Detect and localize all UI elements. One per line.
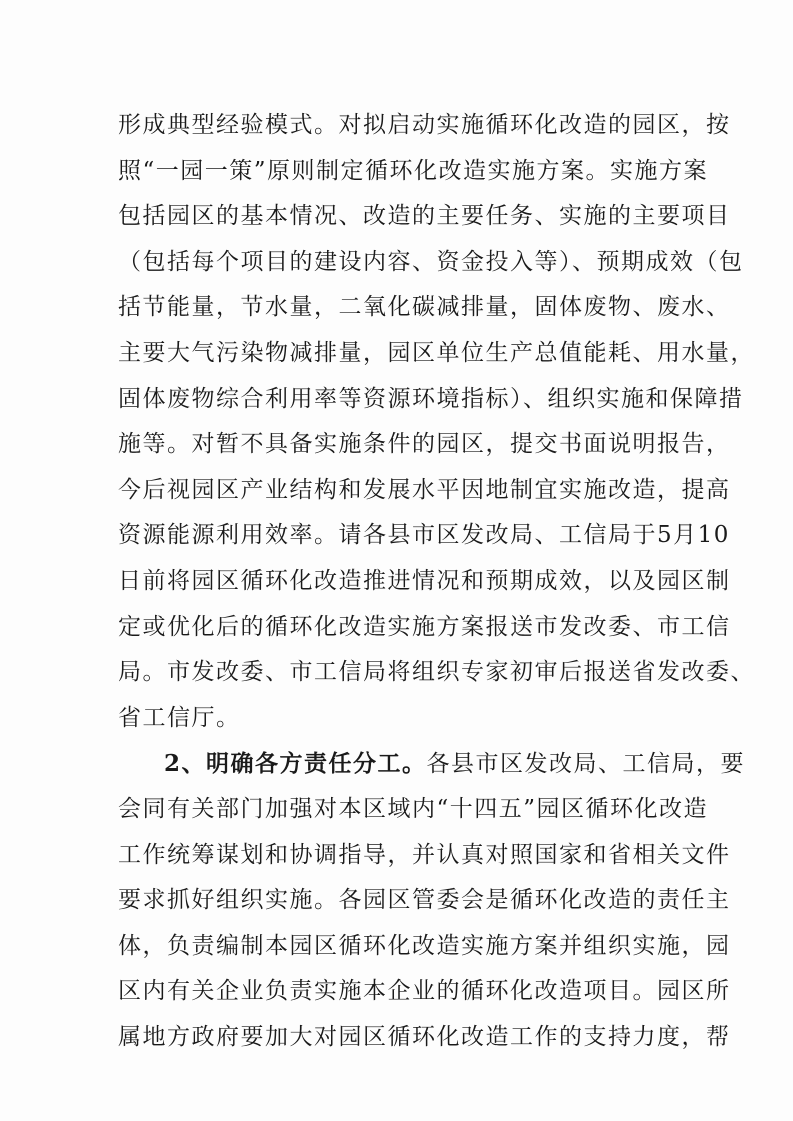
body-line: 定或优化后的循环化改造实施方案报送市发改委、市工信	[118, 613, 731, 640]
body-line: 要求抓好组织实施。各园区管委会是循环化改造的责任主	[118, 887, 731, 914]
section-heading: 2、明确各方责任分工。	[164, 750, 427, 778]
body-line: 照“一园一策”原则制定循环化改造实施方案。实施方案	[118, 157, 709, 184]
body-line: 形成典型经验模式。对拟启动实施循环化改造的园区，按	[118, 112, 731, 138]
body-line: 括节能量，节水量，二氧化碳减排量，固体废物、废水、	[118, 294, 731, 321]
body-line: （包括每个项目的建设内容、资金投入等）、预期成效（包	[118, 248, 744, 275]
body-line: 包括园区的基本情况、改造的主要任务、实施的主要项目	[118, 203, 731, 230]
body-line: 施等。对暂不具备实施条件的园区，提交书面说明报告，	[118, 431, 731, 458]
body-line: 属地方政府要加大对园区循环化改造工作的支持力度，帮	[118, 1023, 731, 1050]
body-line: 资源能源利用效率。请各县市区发改局、工信局于5月10	[118, 522, 730, 549]
body-line: 固体废物综合利用率等资源环境指标）、组织实施和保障措	[118, 385, 744, 412]
body-line: 工作统筹谋划和协调指导，并认真对照国家和省相关文件	[118, 841, 731, 868]
body-line: 省工信厅。	[118, 704, 241, 731]
body-line: 会同有关部门加强对本区域内“十四五”园区循环化改造	[118, 795, 709, 822]
body-line: 主要大气污染物减排量，园区单位生产总值能耗、用水量，	[118, 339, 755, 366]
body-line: 局。市发改委、市工信局将组织专家初审后报送省发改委、	[118, 659, 755, 686]
paragraph-2-first-line	[118, 741, 746, 787]
body-line: 今后视园区产业结构和发展水平因地制宜实施改造，提高	[118, 476, 731, 503]
body-line: 日前将园区循环化改造推进情况和预期成效，以及园区制	[118, 567, 731, 594]
body-line: 区内有关企业负责实施本企业的循环化改造项目。园区所	[118, 978, 731, 1005]
body-text-run: 各县市区发改局、工信局，要	[426, 751, 746, 778]
document-body	[118, 103, 755, 1060]
body-line: 体，负责编制本园区循环化改造实施方案并组织实施，园	[118, 932, 731, 959]
